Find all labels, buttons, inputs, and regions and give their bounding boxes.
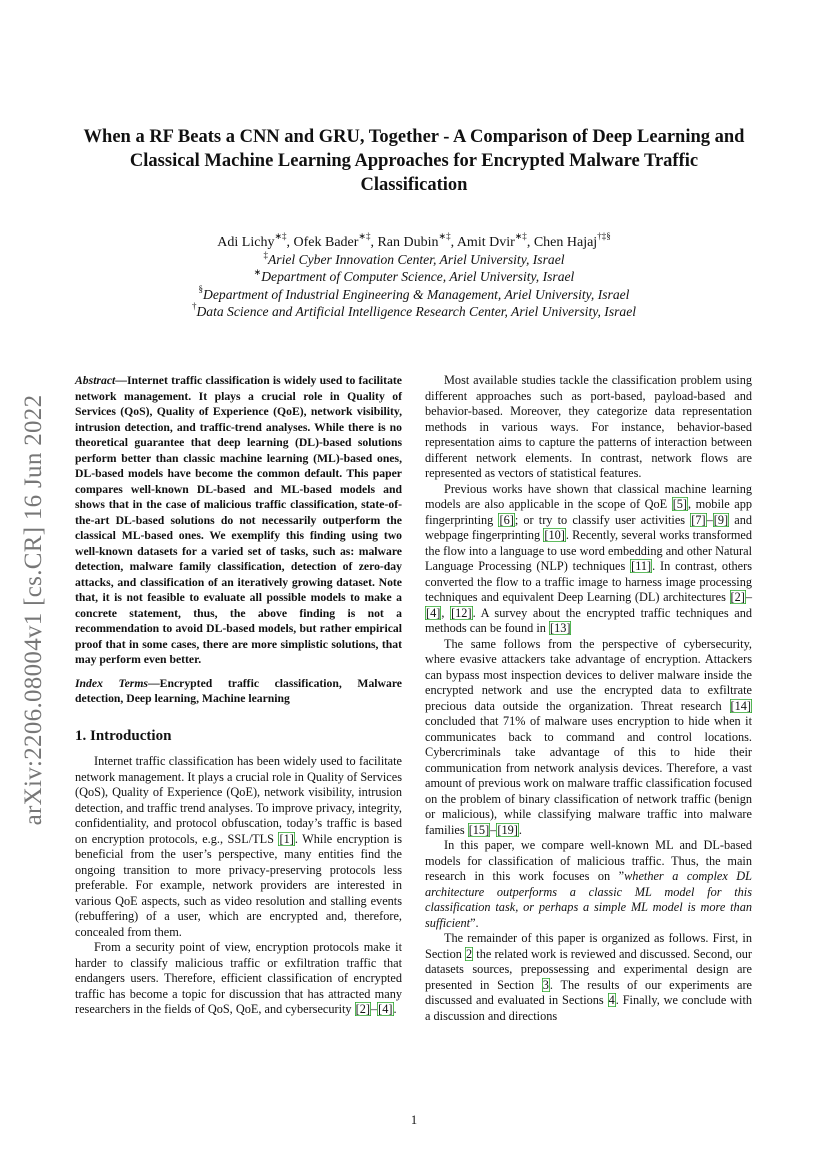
citation-link[interactable]: [19]	[497, 822, 518, 837]
abstract	[75, 373, 402, 668]
citation-link[interactable]: [14]	[730, 698, 751, 713]
index-terms	[75, 676, 402, 707]
citation-link[interactable]: [5]	[672, 497, 688, 511]
abstract-text: —Internet traffic classification is widely used to facilitate network management. It plays a crucial role in Quality of Services (QoS), Quality of Experience (QoE), network visibility, intrusion detection, and traffic-trend analyses. While there is no theoretical guarantee that deep learning (DL)-based solutions perform better than classic machine learning (ML)-based ones, DL-based models have become the common default. This paper compares well-known DL-based and ML-based models and shows that in the case of malicious traffic classification, state-of-the-art DL-based solutions do not necessarily outperform the classical ML-based ones. We exemplify this finding using two well-known datasets for a varied set of tasks, such as: malware detection, malware family classification, detection of zero-day attacks, and classification of an iteratively growing dataset. Note that, it is not feasible to evaluate all possible models to make a concrete statement, thus, the above finding is not a recommendation to avoid DL-based models, but rather empirical proof that in some cases, there are more simplistic solutions, that may perform even better.	[75, 374, 402, 666]
affiliation-line	[78, 303, 750, 320]
citation-link[interactable]: [7]	[691, 512, 706, 527]
right-body-text	[425, 373, 752, 1024]
affiliation-mark: ∗	[253, 266, 262, 277]
affiliation-text: Data Science and Artificial Intelligence Research Center, Ariel University, Israel	[196, 303, 637, 319]
affiliation-mark: ‡	[263, 249, 268, 260]
author-name: Adi Lichy	[217, 235, 275, 250]
body-paragraph: From a security point of view, encryption protocols make it harder to classify malicious traffic or exfiltration traffic that endangers users. Therefore, efficient classification of encrypted traffic has become a topic for discussion that has attracted many researchers in the fields of QoS, QoE, and cybersecurity [2]–[4].	[75, 940, 402, 1016]
citation-link[interactable]: [4]	[378, 1002, 393, 1016]
citation-link[interactable]: [12]	[451, 605, 472, 620]
body-paragraph: The same follows from the perspective of cybersecurity, where evasive attackers take advantage of encryption. Attackers can bypass most inspection devices to deliver malware inside the encrypted network and use the encrypted data to exfiltrate precious data outside the organization. Threat research [14] concluded that 71% of malware uses encryption to hide when it communicates back to command and control locations. Cybercriminals take advantage of this to hide their communication from network analysis devices. Therefore, a vast amount of previous work on malware traffic classification focused on the problem of binary classification of network traffic (benign or malicious), while classifying malware traffic into malware families [15]–[19].	[425, 636, 752, 837]
author-block	[78, 231, 750, 320]
body-paragraph: Most available studies tackle the classification problem using different approaches such as port-based, payload-based and behavior-based. Moreover, they categorize data representation methods in various ways. For instance, behavior-based representation aims to capture the patterns of interaction between different network elements. In contrast, network flows are represented as vectors of statistical features.	[425, 373, 752, 480]
affiliation-mark: §	[198, 284, 204, 295]
arxiv-id: arXiv:2206.08004v1 [cs.CR] 16 Jun 2022	[20, 394, 47, 826]
affiliation-list	[78, 251, 750, 320]
body-paragraph: The remainder of this paper is organized as follows. First, in Section 2 the related work is reviewed and discussed. Second, our datasets sources, prepossessing and experimental design are presented in Section 3. The results of our experiments are discussed and evaluated in Sections 4. Finally, we conclude with a discussion and directions	[425, 931, 753, 1023]
left-column	[75, 373, 402, 1018]
arxiv-sidebar-stamp	[14, 360, 54, 860]
body-paragraph: Previous works have shown that classical machine learning models are also applicable in the scope of QoE [5], mobile app fingerprinting [6]; or try to classify user activities [7]–[9] and webpage fingerprinting [10]. Recently, several works transformed the flow into a language to use word embedding and other Natural Language Processing (NLP) techniques [11]. In contrast, others converted the flow to a traffic image to harness image processing techniques and equivalent Deep Learning (DL) architectures [2]–[4], [12]. A survey about the encrypted traffic techniques and methods can be found in [13]	[425, 481, 752, 635]
affiliation-text: Department of Industrial Engineering & Management, Ariel University, Israel	[203, 286, 630, 302]
citation-link[interactable]: [11]	[631, 559, 652, 573]
citation-link[interactable]: [2]	[355, 1002, 371, 1016]
affiliation-line	[78, 268, 750, 285]
citation-link[interactable]: 4	[608, 993, 615, 1007]
index-terms-label: Index Terms	[75, 676, 148, 690]
citation-link[interactable]: [13]	[549, 621, 571, 635]
affiliation-text: Department of Computer Science, Ariel University, Israel	[261, 269, 575, 285]
author-name: Amit Dvir	[456, 235, 515, 250]
author-affiliation-marks: †‡§	[597, 231, 611, 242]
affiliation-text: Ariel Cyber Innovation Center, Ariel University, Israel	[268, 252, 565, 268]
citation-link[interactable]: [15]	[468, 822, 490, 837]
citation-link[interactable]: [4]	[426, 605, 441, 620]
citation-link[interactable]: [6]	[499, 512, 514, 527]
citation-link[interactable]: [1]	[279, 831, 294, 846]
author-affiliation-marks: ∗‡	[514, 231, 527, 242]
index-terms-text: —Encrypted traffic classification, Malware detection, Deep learning, Machine learning	[75, 676, 402, 705]
author-affiliation-marks: ∗‡	[274, 231, 287, 242]
section-heading-introduction: 1. Introduction	[75, 727, 172, 744]
author-list: Adi Lichy∗‡, Ofek Bader∗‡, Ran Dubin∗‡, Amit Dvir∗‡, Chen Hajaj†‡§	[217, 231, 611, 250]
author-affiliation-marks: ∗‡	[358, 231, 371, 242]
author-affiliation-marks: ∗‡	[438, 231, 451, 242]
body-paragraph: Internet traffic classification has been widely used to facilitate network management. It plays a crucial role in Quality of Services (QoS), Quality of Experience (QoE), network visibility, intrusion detection, and traffic trend analyses. To improve privacy, integrity, confidentiality, and protocol obfuscation, today’s traffic is based on encryption protocols, e.g., SSL/TLS [1]. While encryption is beneficial from the user’s perspective, many entities find the ongoing transition to more privacy-preserving protocols less preferable. For example, network providers are interested in various QoE aspects, such as video resolution and stalling events (rebuffering) of a user, which are encrypted and, therefore, concealed from them.	[75, 754, 402, 939]
citation-link[interactable]: [9]	[713, 512, 729, 527]
paper-title: When a RF Beats a CNN and GRU, Together - A Comparison of Deep Learning and Classical Machine Learning Approaches for Encrypted Malware Traffic Classification	[83, 127, 745, 195]
affiliation-line	[78, 286, 750, 303]
research-question: whether a complex DL architecture outperforms a classic ML model for this classification task, or perhaps a simple ML model is more than sufficient	[425, 869, 752, 930]
affiliation-line	[78, 251, 750, 268]
body-paragraph: In this paper, we compare well-known ML and DL-based models for classification of malicious traffic. Thus, the main research in this work focuses on ”whether a complex DL architecture outperforms a classic ML model for this classification task, or perhaps a simple ML model is more than sufficient”.	[425, 838, 752, 930]
abstract-label: Abstract	[75, 374, 116, 387]
author-name: Chen Hajaj	[533, 235, 598, 250]
author-name: Ran Dubin	[377, 235, 439, 250]
citation-link[interactable]: [2]	[730, 590, 745, 604]
citation-link[interactable]: 3	[542, 977, 549, 992]
author-name: Ofek Bader	[293, 235, 359, 250]
citation-link[interactable]: 2	[466, 946, 473, 961]
right-column	[425, 373, 752, 1024]
left-body-text	[75, 754, 402, 1018]
citation-link[interactable]: [10]	[544, 528, 565, 542]
page-number: 1	[410, 1113, 418, 1127]
affiliation-mark: †	[191, 301, 197, 312]
